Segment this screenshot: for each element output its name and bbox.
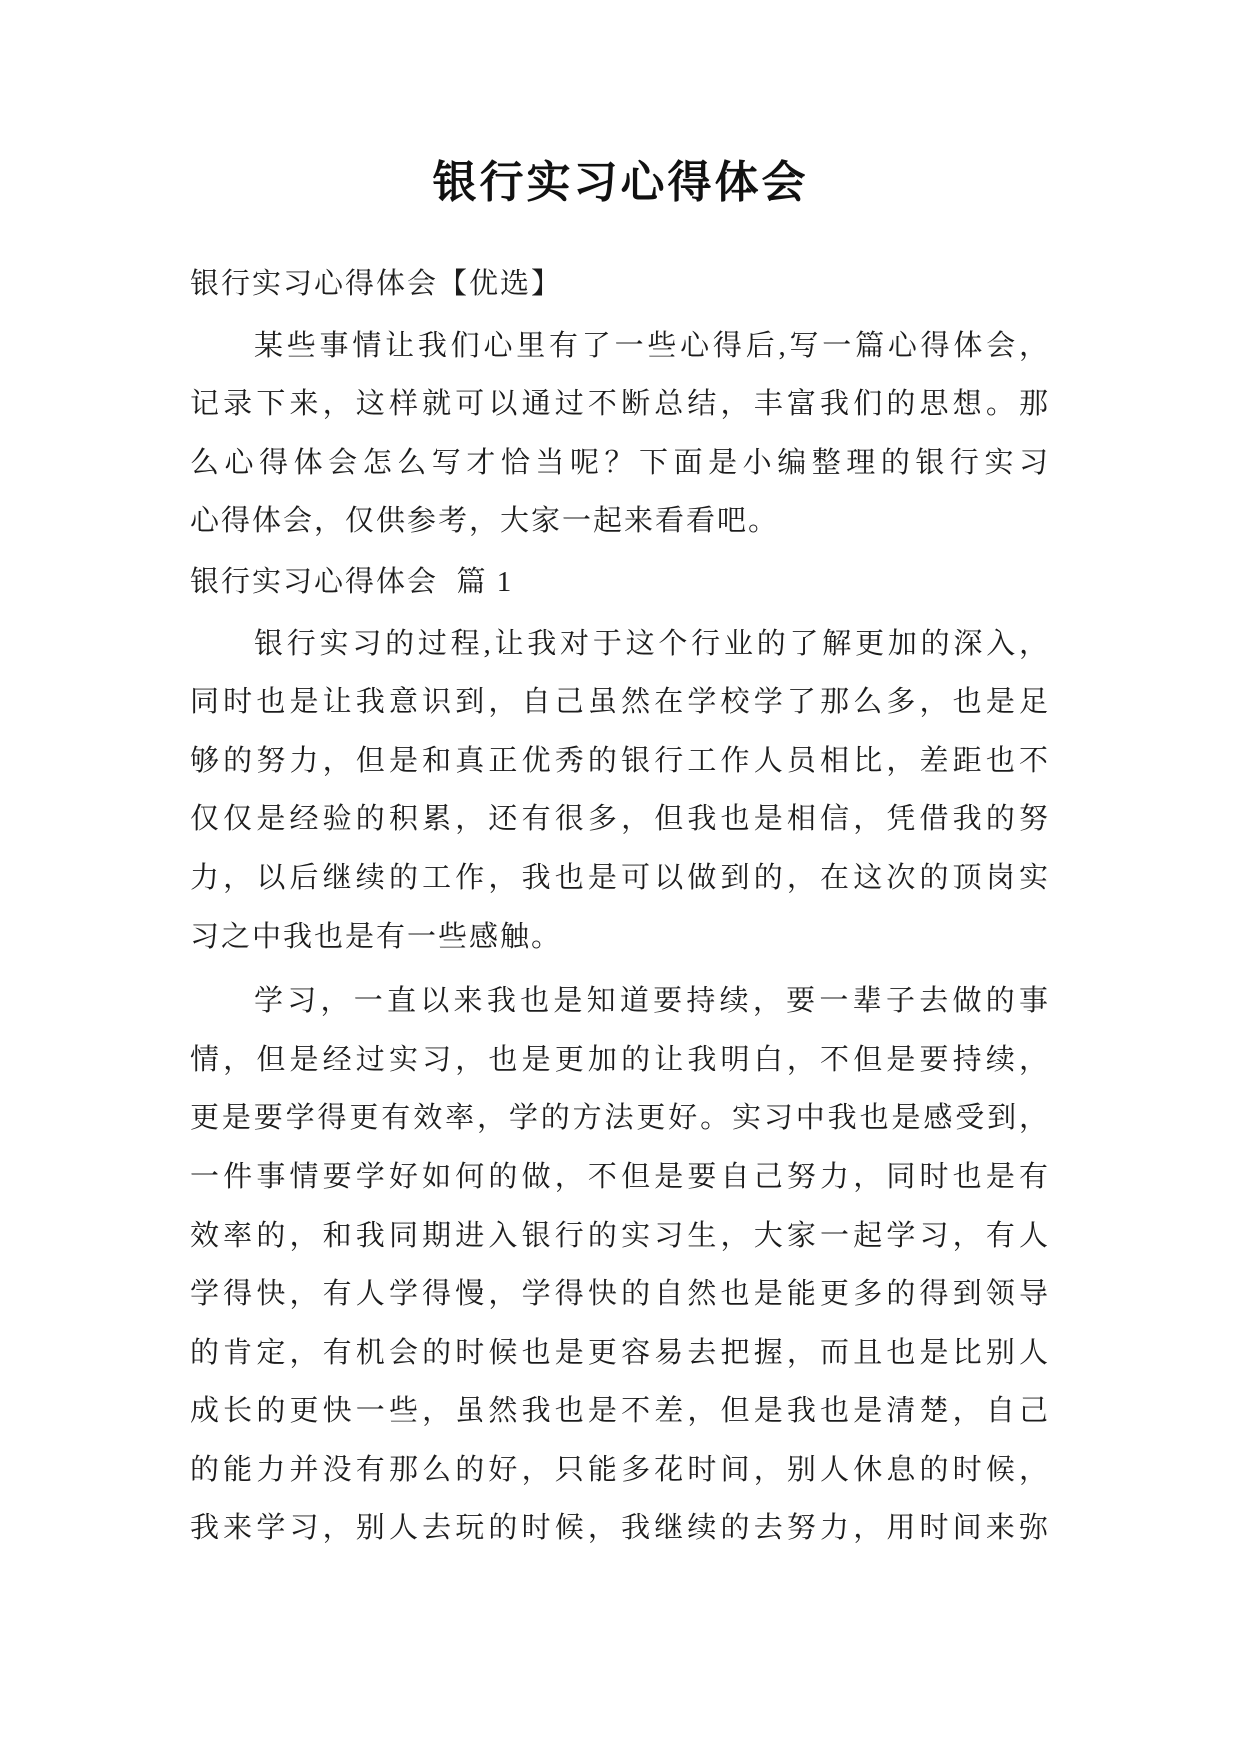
paragraph-line: 效率的，和我同期进入银行的实习生，大家一起学习，有人: [190, 1219, 1050, 1252]
paragraph-line: 情，但是经过实习，也是更加的让我明白，不但是要持续，: [190, 1043, 1050, 1076]
document-body: [190, 255, 1050, 1558]
paragraph-line: 记录下来，这样就可以通过不断总结，丰富我们的思想。那: [190, 388, 1050, 421]
paragraph-line: 习之中我也是有一些感触。: [190, 920, 563, 953]
body-paragraph-1: [190, 615, 1050, 967]
paragraph-line: 更是要学得更有效率，学的方法更好。实习中我也是感受到，: [190, 1102, 1050, 1135]
body-paragraph-2: [190, 972, 1050, 1558]
paragraph-line: 够的努力，但是和真正优秀的银行工作人员相比，差距也不: [190, 744, 1050, 777]
paragraph-line: 学得快，有人学得慢，学得快的自然也是能更多的得到领导: [190, 1278, 1050, 1311]
paragraph-line: 银行实习的过程,让我对于这个行业的了解更加的深入，: [254, 627, 1050, 660]
paragraph-line: 仅仅是经验的积累，还有很多，但我也是相信，凭借我的努: [190, 803, 1050, 836]
paragraph-line: 我来学习，别人去玩的时候，我继续的去努力，用时间来弥: [190, 1512, 1050, 1545]
paragraph-line: 心得体会，仅供参考，大家一起来看看吧。: [190, 505, 780, 538]
paragraph-line: 学习，一直以来我也是知道要持续，要一辈子去做的事: [254, 985, 1050, 1018]
document-title: 银行实习心得体会: [432, 158, 809, 207]
paragraph-line: 某些事情让我们心里有了一些心得后,写一篇心得体会，: [254, 329, 1050, 362]
paragraph-line: 么心得体会怎么写才恰当呢？下面是小编整理的银行实习: [190, 446, 1050, 479]
paragraph-line: 的肯定，有机会的时候也是更容易去把握，而且也是比别人: [190, 1336, 1050, 1369]
section-heading: 银行实习心得体会 篇 1: [190, 565, 514, 598]
paragraph-line: 同时也是让我意识到，自己虽然在学校学了那么多，也是足: [190, 686, 1050, 719]
paragraph-line: 成长的更快一些，虽然我也是不差，但是我也是清楚，自己: [190, 1395, 1050, 1428]
intro-paragraph: [190, 317, 1050, 551]
paragraph-line: 一件事情要学好如何的做，不但是要自己努力，同时也是有: [190, 1160, 1050, 1193]
paragraph-line: 力，以后继续的工作，我也是可以做到的，在这次的顶岗实: [190, 861, 1050, 894]
document-subtitle: 银行实习心得体会【优选】: [190, 268, 563, 300]
paragraph-line: 的能力并没有那么的好，只能多花时间，别人休息的时候，: [190, 1453, 1050, 1486]
